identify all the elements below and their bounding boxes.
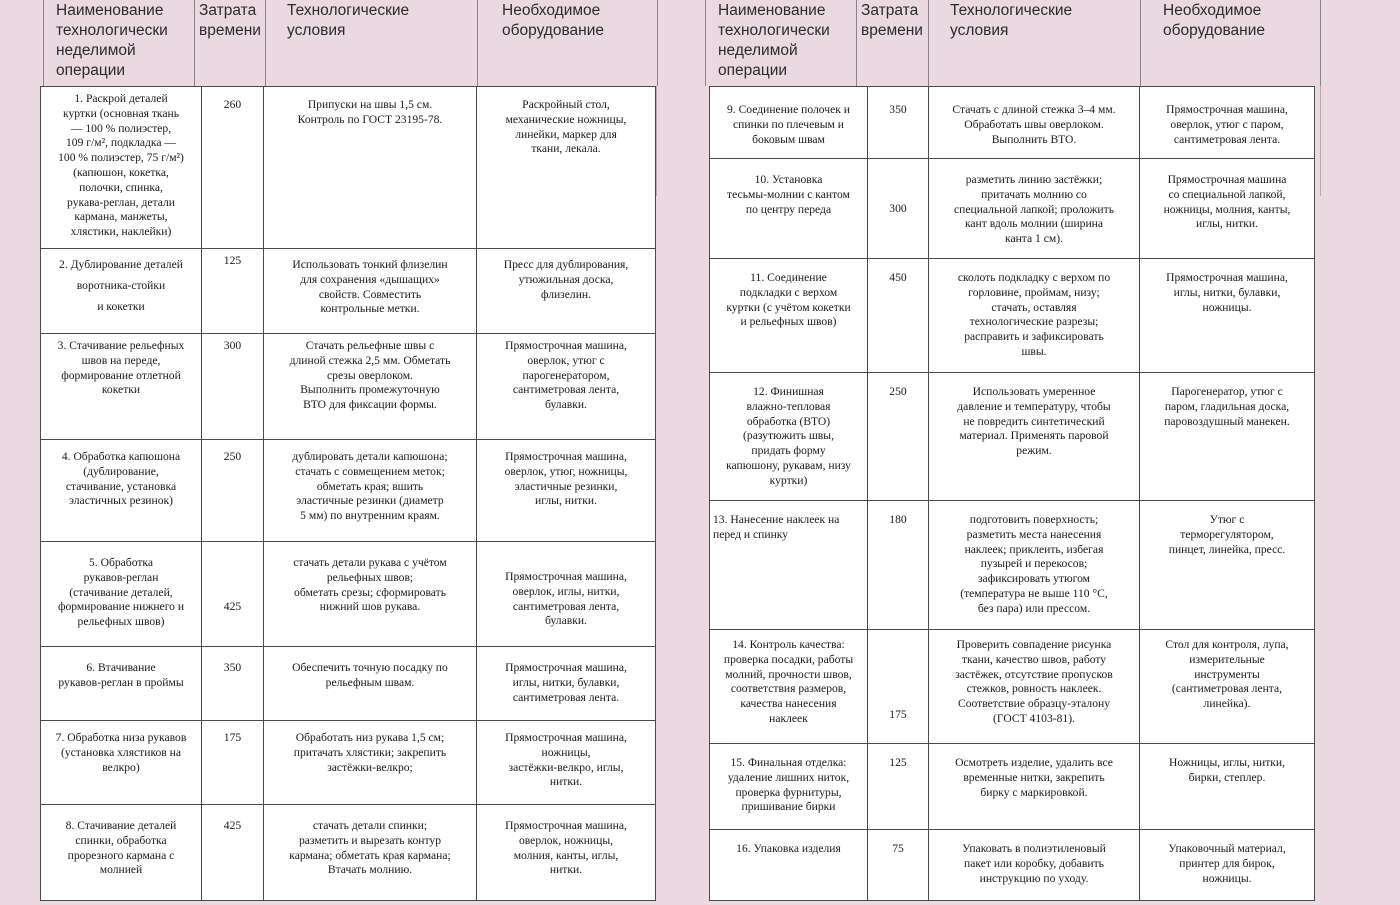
operation-cell: 8. Стачивание деталей спинки, обработка прорезного кармана с молнией	[41, 805, 202, 901]
time-cell: 450	[868, 259, 929, 373]
equipment-cell: Прямострочная машина, оверлок, утюг, ножницы, эластичные резинки, иглы, нитки.	[477, 440, 656, 542]
equipment-cell: Прямострочная машина, иглы, нитки, булавки, сантиметровая лента.	[477, 647, 656, 721]
time-cell: 350	[868, 87, 929, 159]
operation-cell: 4. Обработка капюшона (дублирование, стачивание, установка эластичных резинок)	[41, 440, 202, 542]
equipment-cell: Парогенератор, утюг с паром, гладильная доска, паровоздушный манекен.	[1140, 373, 1315, 501]
table-row	[41, 721, 656, 805]
time-cell: 180	[868, 501, 929, 630]
conditions-cell: Припуски на швы 1,5 см. Контроль по ГОСТ 23195-78.	[264, 87, 477, 249]
header-time: Затрата времени	[194, 0, 265, 86]
table-row	[41, 805, 656, 901]
header-conditions: Технологические условия	[928, 0, 1140, 86]
table-row	[41, 542, 656, 647]
equipment-cell: Стол для контроля, лупа, измерительные инструменты (сантиметровая лента, линейка).	[1140, 630, 1315, 744]
time-cell: 125	[868, 744, 929, 830]
table-row	[710, 630, 1315, 744]
conditions-cell: Упаковать в полиэтиленовый пакет или коробку, добавить инструкцию по уходу.	[929, 830, 1140, 901]
time-cell: 300	[868, 159, 929, 259]
time-cell: 260	[202, 87, 264, 249]
table-row	[710, 501, 1315, 630]
conditions-cell: Осмотреть изделие, удалить все временные нитки, закрепить бирку с маркировкой.	[929, 744, 1140, 830]
equipment-cell: Пресс для дублирования, утюжильная доска, флизелин.	[477, 249, 656, 334]
right-frame-line	[1320, 86, 1321, 196]
header-operation: Наименование технологически неделимой операции	[43, 0, 194, 86]
time-cell: 175	[202, 721, 264, 805]
operation-cell: 12. Финишная влажно-тепловая обработка (ВТО) (разутюжить швы, придать форму капюшону, рукавам, низу куртки)	[710, 373, 868, 501]
conditions-cell: подготовить поверхность; разметить места нанесения наклеек; приклеить, избегая пузырей и перекосов; зафиксировать утюгом (температура не выше 110 °C, без пара) или прессом.	[929, 501, 1140, 630]
conditions-cell: сколоть подкладку с верхом по горловине, проймам, низу; стачать, оставляя технологические разрезы; расправить и зафиксировать швы.	[929, 259, 1140, 373]
conditions-cell: Проверить совпадение рисунка ткани, качество швов, работу застёжек, отсутствие пропусков стежков, ровность наклеек. Соответствие образцу-эталону (ГОСТ 4103-81).	[929, 630, 1140, 744]
operation-cell: 2. Дублирование деталей воротника-стойки и кокетки	[41, 249, 202, 334]
equipment-cell: Прямострочная машина, ножницы, застёжки-велкро, иглы, нитки.	[477, 721, 656, 805]
time-cell: 125	[202, 249, 264, 334]
header-equipment: Необходимое оборудование	[477, 0, 657, 86]
header-conditions: Технологические условия	[265, 0, 477, 86]
table-row	[41, 440, 656, 542]
table-row	[710, 259, 1315, 373]
time-cell: 250	[868, 373, 929, 501]
conditions-cell: Использовать тонкий флизелин для сохранения «дышащих» свойств. Совместить контрольные метки.	[264, 249, 477, 334]
conditions-cell: стачать детали рукава с учётом рельефных швов; обметать срезы; сформировать нижний шов рукава.	[264, 542, 477, 647]
table-row	[710, 87, 1315, 159]
header-operation: Наименование технологически неделимой операции	[705, 0, 856, 86]
time-cell: 425	[202, 542, 264, 647]
operation-cell: 5. Обработка рукавов-реглан (стачивание деталей, формирование нижнего и рельефных швов)	[41, 542, 202, 647]
operation-cell: 6. Втачивание рукавов-реглан в проймы	[41, 647, 202, 721]
time-cell: 75	[868, 830, 929, 901]
table-row	[41, 87, 656, 249]
right-table-header	[0, 0, 1400, 86]
time-cell: 300	[202, 334, 264, 440]
operation-cell: 10. Установка тесьмы-молнии с кантом по центру переда	[710, 159, 868, 259]
operation-cell: 7. Обработка низа рукавов (установка хлястиков на велкро)	[41, 721, 202, 805]
equipment-cell: Прямострочная машина, оверлок, иглы, нитки, сантиметровая лента, булавки.	[477, 542, 656, 647]
operation-cell: 3. Стачивание рельефных швов на переде, формирование отлетной кокетки	[41, 334, 202, 440]
equipment-cell: Прямострочная машина, оверлок, утюг с парогенератором, сантиметровая лента, булавки.	[477, 334, 656, 440]
table-row	[710, 830, 1315, 901]
operation-cell: 16. Упаковка изделия	[710, 830, 868, 901]
table-row	[710, 373, 1315, 501]
equipment-cell: Раскройный стол, механические ножницы, линейки, маркер для ткани, лекала.	[477, 87, 656, 249]
table-row	[710, 159, 1315, 259]
conditions-cell: Использовать умеренное давление и температуру, чтобы не повредить синтетический материал. Применять паровой режим.	[929, 373, 1140, 501]
table-row	[710, 744, 1315, 830]
right-operations-table	[709, 86, 1314, 900]
conditions-cell: стачать детали спинки; разметить и вырезать контур кармана; обметать края кармана; Втачать молнию.	[264, 805, 477, 901]
equipment-cell: Прямострочная машина, оверлок, утюг с паром, сантиметровая лента.	[1140, 87, 1315, 159]
equipment-cell: Прямострочная машина со специальной лапкой, ножницы, молния, канты, иглы, нитки.	[1140, 159, 1315, 259]
table-row	[41, 334, 656, 440]
time-cell: 175	[868, 630, 929, 744]
table-row	[41, 647, 656, 721]
operation-cell: 15. Финальная отделка: удаление лишних ниток, проверка фурнитуры, пришивание бирки	[710, 744, 868, 830]
conditions-cell: дублировать детали капюшона; стачать с совмещением меток; обметать края; вшить эластичные резинки (диаметр 5 мм) по внутренним краям.	[264, 440, 477, 542]
header-equipment: Необходимое оборудование	[1140, 0, 1320, 86]
conditions-cell: Стачать с длиной стежка 3–4 мм. Обработать швы оверлоком. Выполнить ВТО.	[929, 87, 1140, 159]
equipment-cell: Прямострочная машина, иглы, нитки, булавки, ножницы.	[1140, 259, 1315, 373]
header-rule	[1320, 0, 1321, 86]
time-cell: 250	[202, 440, 264, 542]
left-operations-table	[40, 86, 655, 900]
operation-cell: 11. Соединение подкладки с верхом куртки (с учётом кокетки и рельефных швов)	[710, 259, 868, 373]
operation-cell: 14. Контроль качества: проверка посадки, работы молний, прочности швов, соответствия размеров, качества нанесения наклеек	[710, 630, 868, 744]
left-frame-line	[656, 86, 657, 196]
operation-cell: 9. Соединение полочек и спинки по плечевым и боковым швам	[710, 87, 868, 159]
conditions-cell: разметить линию застёжки; притачать молнию со специальной лапкой; проложить кант вдоль молнии (ширина канта 1 см).	[929, 159, 1140, 259]
equipment-cell: Упаковочный материал, принтер для бирок, ножницы.	[1140, 830, 1315, 901]
header-time: Затрата времени	[856, 0, 928, 86]
operation-cell: 13. Нанесение наклеек на перед и спинку	[710, 501, 868, 630]
table-row	[41, 249, 656, 334]
time-cell: 350	[202, 647, 264, 721]
conditions-cell: Обработать низ рукава 1,5 см; притачать хлястики; закрепить застёжки-велкро;	[264, 721, 477, 805]
equipment-cell: Утюг с терморегулятором, пинцет, линейка, пресс.	[1140, 501, 1315, 630]
time-cell: 425	[202, 805, 264, 901]
conditions-cell: Стачать рельефные швы с длиной стежка 2,5 мм. Обметать срезы оверлоком. Выполнить промежуточную ВТО для фиксации формы.	[264, 334, 477, 440]
conditions-cell: Обеспечить точную посадку по рельефным швам.	[264, 647, 477, 721]
operation-cell: 1. Раскрой деталей куртки (основная ткань — 100 % полиэстер, 109 г/м², подкладка — 100 % полиэстер, 75 г/м²) (капюшон, кокетка, полочки, спинка, рукава-реглан, детали кармана, манжеты, хлястики, наклейки)	[41, 87, 202, 249]
equipment-cell: Ножницы, иглы, нитки, бирки, степлер.	[1140, 744, 1315, 830]
equipment-cell: Прямострочная машина, оверлок, ножницы, молния, канты, иглы, нитки.	[477, 805, 656, 901]
